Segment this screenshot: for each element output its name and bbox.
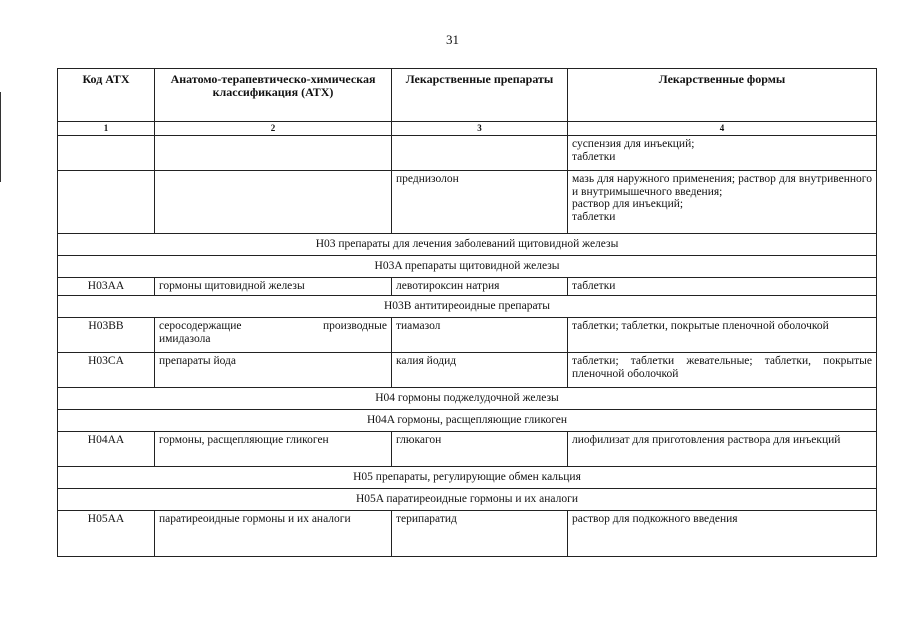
section-row bbox=[58, 296, 877, 318]
cell-drug: тиамазол bbox=[392, 318, 568, 353]
table-row bbox=[58, 278, 877, 296]
cell-code: H03AA bbox=[58, 278, 155, 296]
table-row bbox=[58, 136, 877, 171]
cell-class: гормоны, расщепляющие гликоген bbox=[155, 432, 392, 467]
cell-code: H03CA bbox=[58, 353, 155, 388]
cell-class bbox=[155, 318, 392, 353]
header-drugs: Лекарственные препараты bbox=[392, 69, 568, 122]
section-title: H04 гормоны поджелудочной железы bbox=[58, 388, 877, 410]
cell-forms bbox=[568, 171, 877, 234]
cell-forms: таблетки bbox=[568, 278, 877, 296]
class-word: производные bbox=[323, 320, 387, 332]
class-line: имидазола bbox=[159, 332, 211, 345]
section-row bbox=[58, 388, 877, 410]
form-line: мазь для наружного применения; раствор для внутривенного и внутримышечного введения; bbox=[572, 173, 872, 198]
page-number: 31 bbox=[446, 32, 459, 47]
section-row bbox=[58, 234, 877, 256]
col-number: 2 bbox=[155, 122, 392, 136]
form-line: таблетки bbox=[572, 210, 616, 223]
col-number: 4 bbox=[568, 122, 877, 136]
section-row bbox=[58, 489, 877, 511]
cell-drug: глюкагон bbox=[392, 432, 568, 467]
cell-code: H03BB bbox=[58, 318, 155, 353]
section-row bbox=[58, 467, 877, 489]
form-line: раствор для инъекций; bbox=[572, 198, 684, 210]
cell-class: паратиреоидные гормоны и их аналоги bbox=[155, 511, 392, 557]
cell-code: H04AA bbox=[58, 432, 155, 467]
col-number: 3 bbox=[392, 122, 568, 136]
cell-drug: калия йодид bbox=[392, 353, 568, 388]
cell-code bbox=[58, 136, 155, 171]
table-row bbox=[58, 511, 877, 557]
class-word: серосодержащие bbox=[159, 320, 242, 332]
cell-class bbox=[155, 171, 392, 234]
cell-code: H05AA bbox=[58, 511, 155, 557]
table-row bbox=[58, 171, 877, 234]
cell-drug: терипаратид bbox=[392, 511, 568, 557]
header-dosage-forms: Лекарственные формы bbox=[568, 69, 877, 122]
table-row bbox=[58, 318, 877, 353]
header-atc-code: Код АТХ bbox=[58, 69, 155, 122]
section-title: H05 препараты, регулирующие обмен кальция bbox=[58, 467, 877, 489]
scan-margin-mark bbox=[0, 92, 1, 182]
section-row bbox=[58, 256, 877, 278]
cell-class: препараты йода bbox=[155, 353, 392, 388]
section-title: H04A гормоны, расщепляющие гликоген bbox=[58, 410, 877, 432]
class-line bbox=[159, 320, 387, 333]
header-atc-classification: Анатомо-терапевтическо-химическая классификация (АТХ) bbox=[155, 69, 392, 122]
col-number: 1 bbox=[58, 122, 155, 136]
cell-forms bbox=[568, 136, 877, 171]
form-line: суспензия для инъекций; bbox=[572, 138, 695, 150]
form-line: таблетки bbox=[572, 150, 616, 163]
cell-drug bbox=[392, 136, 568, 171]
section-title: H05A паратиреоидные гормоны и их аналоги bbox=[58, 489, 877, 511]
cell-drug: левотироксин натрия bbox=[392, 278, 568, 296]
cell-class bbox=[155, 136, 392, 171]
section-title: H03B антитиреоидные препараты bbox=[58, 296, 877, 318]
table-row bbox=[58, 432, 877, 467]
cell-class: гормоны щитовидной железы bbox=[155, 278, 392, 296]
section-title: H03A препараты щитовидной железы bbox=[58, 256, 877, 278]
cell-forms: лиофилизат для приготовления раствора для инъекций bbox=[568, 432, 877, 467]
cell-drug: преднизолон bbox=[392, 171, 568, 234]
table-header-row bbox=[58, 69, 877, 122]
cell-code bbox=[58, 171, 155, 234]
table-row bbox=[58, 353, 877, 388]
section-title: H03 препараты для лечения заболеваний щитовидной железы bbox=[58, 234, 877, 256]
cell-forms: таблетки; таблетки, покрытые пленочной оболочкой bbox=[568, 318, 877, 353]
cell-forms: таблетки; таблетки жевательные; таблетки, покрытые пленочной оболочкой bbox=[568, 353, 877, 388]
column-number-row bbox=[58, 122, 877, 136]
cell-forms: раствор для подкожного введения bbox=[568, 511, 877, 557]
drug-table bbox=[57, 68, 877, 557]
section-row bbox=[58, 410, 877, 432]
